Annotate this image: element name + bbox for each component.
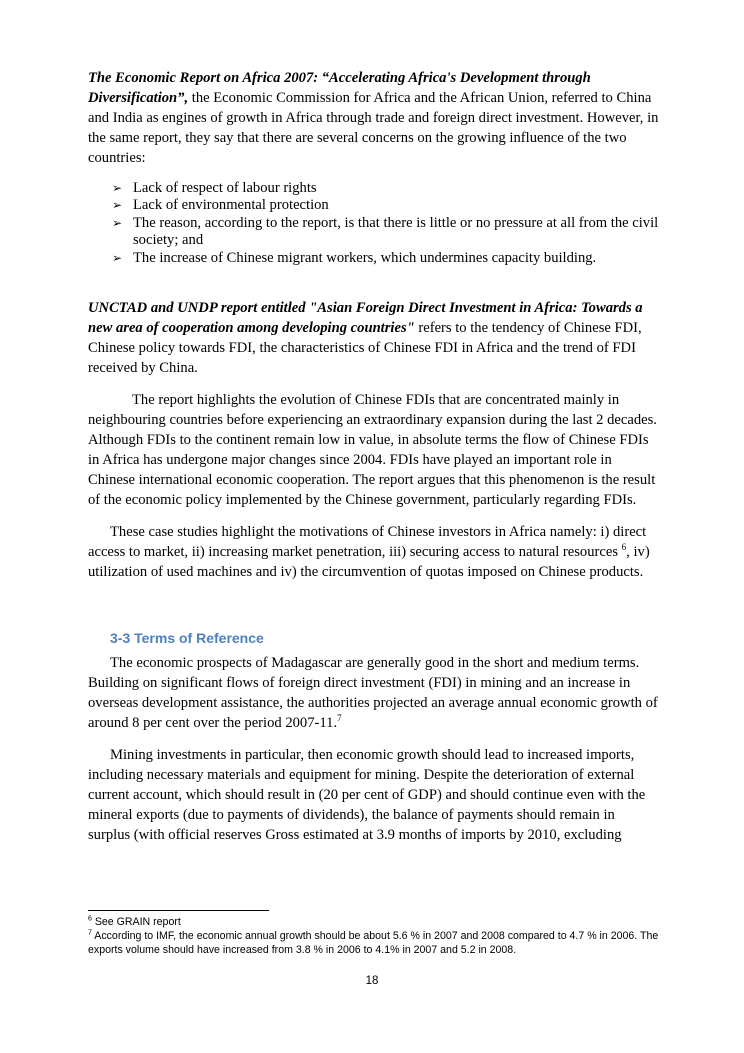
list-item: ➢ Lack of respect of labour rights [112,180,317,196]
intro-body: the Economic Commission for Africa and the African Union, referred to China and India as engines of growth in Africa through trade and foreign direct investment. However, in the same report, they say that there are several concerns on the growing influence of the two countries: [88,90,659,166]
footnote-6: $^6$ See GRAIN report [88,915,181,928]
footnote-ref-6[interactable]: 6 [621,542,627,553]
arrow-bullet-icon: ➢ [112,215,123,230]
intro-paragraph [88,68,660,168]
section-heading: 3-3 Terms of Reference [110,630,264,647]
unctad-paragraph [88,298,660,378]
footnotes [88,910,660,957]
unctad-report-title: UNCTAD and UNDP report entitled "Asian Foreign Direct Investment in Africa: Towards a new area of cooperation among developing countries" [88,300,643,337]
unctad-body: refers to the tendency of Chinese FDI, Chinese policy towards FDI, the characteristics of Chinese FDI in Africa and the trend of FDI received by China. [88,320,642,377]
page-number: 18 [365,975,379,987]
concerns-list [88,180,660,267]
evolution-paragraph: The report highlights the evolution of Chinese FDIs that are concentrated mainly in neighbouring countries before experiencing an extraordinary expansion during the last 2 decades. Although FDIs to the continent remain low in value, in absolute terms the flow of Chinese FDIs in Africa has undergone major changes since 2004. FDIs have played an important role in Chinese international economic cooperation. The report argues that this phenomenon is the result of the economic policy implemented by the Chinese government, particularly regarding FDIs. [88,392,657,509]
footnote-ref-7[interactable]: 7 [337,713,342,724]
case-studies-paragraph: These case studies highlight the motivations of Chinese investors in Africa namely: i) direct access to market, ii) increasing market penetration, iii) securing access to natural resources $^6$, iv) utilization of used machines and iv) the circumvention of quotas imposed on Chinese products. [88,524,650,581]
arrow-bullet-icon: ➢ [112,250,123,265]
list-item: ➢ Lack of environmental protection [112,197,329,214]
mining-paragraph: Mining investments in particular, then economic growth should lead to increased imports, including necessary materials and equipment for mining. Despite the deterioration of external current account, which should result in (20 per cent of GDP) and should continue even with the mineral exports (due to payments of dividends), the balance of payments should remain in surplus (with official reserves Gross estimated at 3.9 months of imports by 2010, excluding [88,747,646,844]
footnote-separator [88,910,269,911]
report-title: The Economic Report on Africa 2007: “Accelerating Africa's Development through Diversification”, [88,70,591,106]
arrow-bullet-icon: ➢ [112,181,123,195]
prospects-paragraph: The economic prospects of Madagascar are generally good in the short and medium terms. Building on significant flows of foreign direct investment (FDI) in mining and an increase in overseas development assistance, the authorities projected an average annual economic growth of around 8 per cent over the period 2007-11.$^7$ [88,655,658,732]
list-item: ➢ The reason, according to the report, is that there is little or no pressure at all from the civil society; and [112,214,659,249]
arrow-bullet-icon: ➢ [112,198,123,213]
document-page [88,68,660,845]
list-item: ➢ The increase of Chinese migrant workers, which undermines capacity building. [112,249,597,266]
footnote-7: $^7$ According to IMF, the economic annual growth should be about 5.6 % in 2007 and 2008 compared to 4.7 % in 2006. The exports volume should have increased from 3.8 % in 2006 to 4.1% in 2007 and 5.2 in 2008. [88,929,659,956]
